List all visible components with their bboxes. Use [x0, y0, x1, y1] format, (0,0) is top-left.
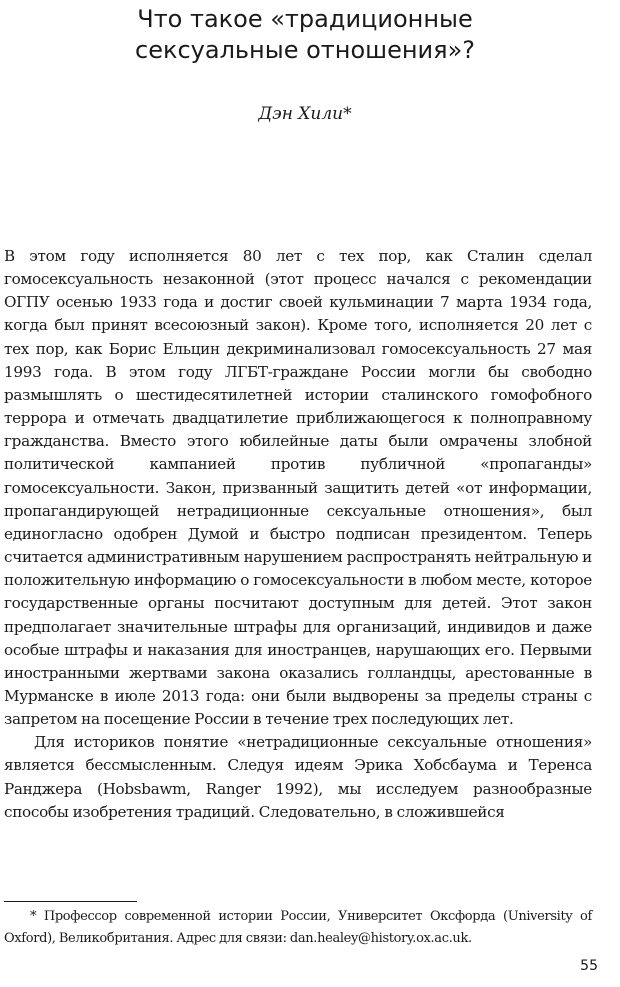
- footnote-divider: [4, 901, 137, 902]
- footnote: * Профессор современной истории России, Университет Оксфорда (University of Oxford), Великобритания. Адрес для связи: dan.healey@history.ox.ac.uk.: [4, 909, 592, 946]
- body-paragraph-1: В этом году исполняется 80 лет с тех пор, как Сталин сделал гомосексуальность незаконной (этот процесс начался с рекомендации ОГПУ осенью 1933 года и достиг своей кульминации 7 марта 1934 года, когда был принят всесоюзный закон). Кроме того, исполняется 20 лет с тех пор, как Борис Ельцин декриминализовал гомосексуальность 27 мая 1993 года. В этом году ЛГБТ-граждане России могли бы свободно размышлять о шестидесятилетней истории сталинского гомофобного террора и отмечать двадцатилетие приближающегося к полноправному гражданства. Вместо этого юбилейные даты были омрачены злобной политической кампанией против публичной «пропаганды» гомосексуальности. Закон, призванный защитить детей «от информации, пропагандирующей нетрадиционные сексуальные отношения», был единогласно одобрен Думой и быстро подписан президентом. Теперь считается административным нарушением распространять нейтральную и положительную информацию о гомосексуальности в любом месте, которое государственные органы посчитают доступным для детей. Этот закон предполагает значительные штрафы для организаций, индивидов и даже особые штрафы и наказания для иностранцев, нарушающих его. Первыми иностранными жертвами закона оказались голландцы, арестованные в Мурманске в июле 2013 года: они были выдворены за пределы страны с запретом на посещение России в течение трех последующих лет.: [4, 247, 592, 729]
- article-body: [4, 245, 592, 824]
- article-title: [40, 4, 570, 66]
- body-paragraph-2: Для историков понятие «нетрадиционные сексуальные отношения» является бессмысленным. Следуя идеям Эрика Хобсбаума и Теренса Ранджера (Hobsbawm, Ranger 1992), мы исследуем разнообразные способы изобретения традиций. Следовательно, в сложившейся: [4, 733, 592, 821]
- article-title-line-2: сексуальные отношения»?: [135, 36, 475, 64]
- page-number: 55: [580, 958, 598, 974]
- article-title-line-1: Что такое «традиционные: [137, 5, 473, 33]
- article-author: Дэн Хили*: [258, 104, 352, 124]
